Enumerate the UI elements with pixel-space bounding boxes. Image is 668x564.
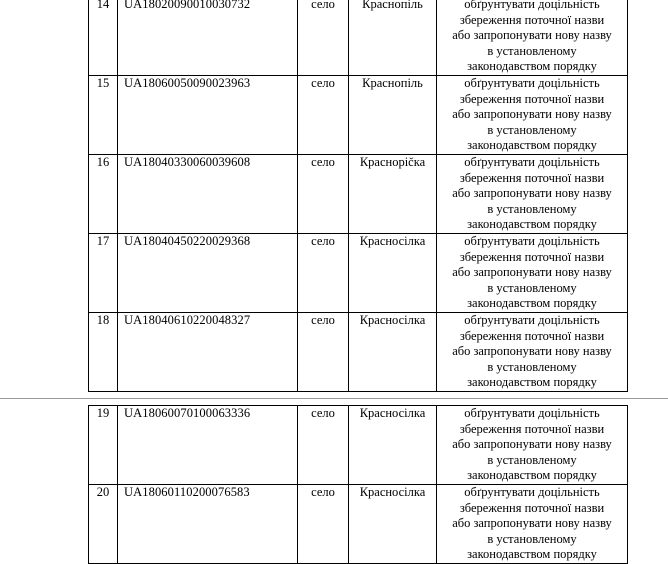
note-line: в установленому xyxy=(487,201,577,216)
settlement-type: село xyxy=(298,155,349,234)
settlement-code: UA18040330060039608 xyxy=(118,155,298,234)
note-line: обґрунтувати доцільність xyxy=(464,155,600,169)
note-line: обґрунтувати доцільність xyxy=(464,406,600,420)
table-body-bottom xyxy=(89,406,628,564)
settlement-code: UA18040450220029368 xyxy=(118,234,298,313)
note-line: або запропонувати нову назву xyxy=(452,437,612,451)
note-line: або запропонувати нову назву xyxy=(452,28,612,42)
row-number: 19 xyxy=(89,406,118,485)
recommendation-note xyxy=(437,406,628,485)
settlement-type: село xyxy=(298,485,349,564)
recommendation-note xyxy=(437,155,628,234)
settlement-name: Красносілка xyxy=(349,313,437,392)
note-line: або запропонувати нову назву xyxy=(452,186,612,200)
settlement-name: Краснопіль xyxy=(349,76,437,155)
note-line: законодавством порядку xyxy=(467,375,597,389)
note-line: або запропонувати нову назву xyxy=(452,344,612,358)
settlement-code: UA18060050090023963 xyxy=(118,76,298,155)
row-number: 17 xyxy=(89,234,118,313)
settlement-type: село xyxy=(298,313,349,392)
settlement-type: село xyxy=(298,234,349,313)
settlement-name: Красносілка xyxy=(349,406,437,485)
recommendation-note xyxy=(437,313,628,392)
recommendation-note xyxy=(437,76,628,155)
note-line: в установленому xyxy=(487,359,577,374)
table-page-top xyxy=(88,0,628,392)
settlement-type: село xyxy=(298,406,349,485)
note-line: обґрунтувати доцільність xyxy=(464,76,600,90)
note-line: законодавством порядку xyxy=(467,217,597,231)
note-line: законодавством порядку xyxy=(467,296,597,310)
table-row xyxy=(89,76,628,155)
settlement-name: Красносілка xyxy=(349,234,437,313)
table-row xyxy=(89,155,628,234)
note-line: збереження поточної назви xyxy=(459,170,605,185)
settlement-code: UA18060110200076583 xyxy=(118,485,298,564)
note-line: в установленому xyxy=(487,43,577,58)
settlement-name: Красноріčка xyxy=(349,155,437,234)
settlement-name: Краснопіль xyxy=(349,0,437,76)
recommendation-note xyxy=(437,234,628,313)
row-number: 18 xyxy=(89,313,118,392)
note-line: законодавством порядку xyxy=(467,138,597,152)
table-row xyxy=(89,406,628,485)
row-number: 15 xyxy=(89,76,118,155)
note-line: збереження поточної назви xyxy=(459,421,605,436)
settlement-type: село xyxy=(298,76,349,155)
note-line: збереження поточної назви xyxy=(459,249,605,264)
note-line: збереження поточної назви xyxy=(459,91,605,106)
page-divider xyxy=(0,398,668,399)
table-row xyxy=(89,0,628,76)
note-line: законодавством порядку xyxy=(467,59,597,73)
note-line: в установленому xyxy=(487,452,577,467)
note-line: в установленому xyxy=(487,531,577,546)
note-line: або запропонувати нову назву xyxy=(452,516,612,530)
note-line: в установленому xyxy=(487,280,577,295)
note-line: обґрунтувати доцільність xyxy=(464,234,600,248)
note-line: збереження поточної назви xyxy=(459,328,605,343)
table-row xyxy=(89,485,628,564)
note-line: законодавством порядку xyxy=(467,468,597,482)
note-line: збереження поточної назви xyxy=(459,12,605,27)
note-line: або запропонувати нову назву xyxy=(452,107,612,121)
settlement-code: UA18040610220048327 xyxy=(118,313,298,392)
settlement-name: Красносілка xyxy=(349,485,437,564)
row-number: 16 xyxy=(89,155,118,234)
settlement-type: село xyxy=(298,0,349,76)
row-number: 20 xyxy=(89,485,118,564)
table-body-top xyxy=(89,0,628,392)
table-row xyxy=(89,234,628,313)
row-number: 14 xyxy=(89,0,118,76)
note-line: або запропонувати нову назву xyxy=(452,265,612,279)
note-line: в установленому xyxy=(487,122,577,137)
settlement-code: UA18020090010030732 xyxy=(118,0,298,76)
table-page-bottom xyxy=(88,405,628,564)
note-line: обґрунтувати доцільність xyxy=(464,313,600,327)
recommendation-note xyxy=(437,0,628,76)
note-line: законодавством порядку xyxy=(467,547,597,561)
settlement-code: UA18060070100063336 xyxy=(118,406,298,485)
note-line: обґрунтувати доцільність xyxy=(464,485,600,499)
table-row xyxy=(89,313,628,392)
note-line: обґрунтувати доцільність xyxy=(464,0,600,11)
recommendation-note xyxy=(437,485,628,564)
note-line: збереження поточної назви xyxy=(459,500,605,515)
